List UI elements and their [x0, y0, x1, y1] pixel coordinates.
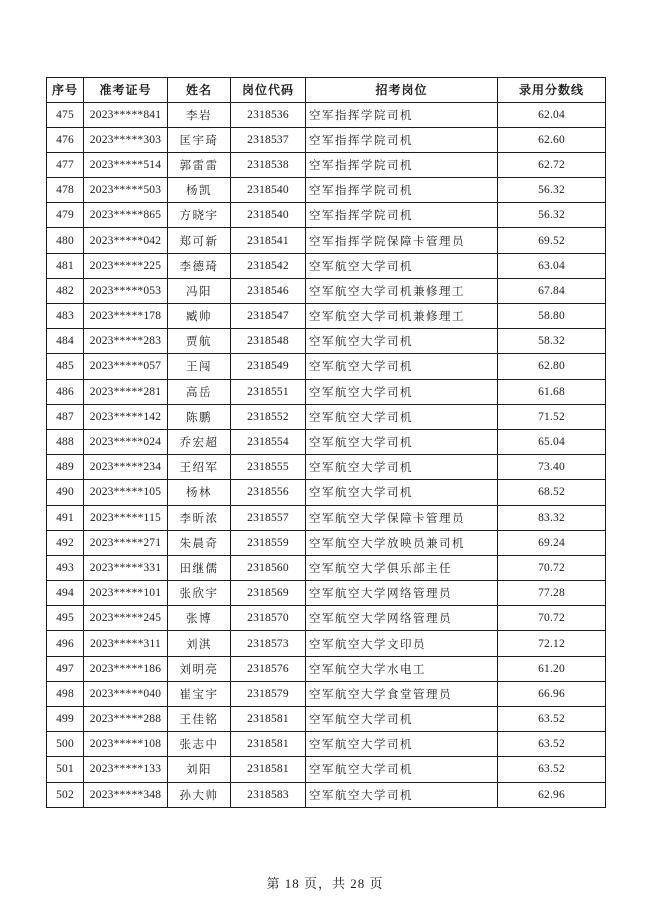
cell-code: 2318541	[231, 228, 306, 253]
table-row	[47, 203, 606, 228]
cell-code: 2318554	[231, 429, 306, 454]
cell-code: 2318540	[231, 178, 306, 203]
cell-seq: 485	[47, 354, 84, 379]
cell-seq: 488	[47, 429, 84, 454]
cell-seq: 498	[47, 681, 84, 706]
cell-name: 臧帅	[168, 304, 231, 329]
cell-seq: 497	[47, 656, 84, 681]
admission-score-table	[46, 77, 606, 808]
cell-seq: 483	[47, 304, 84, 329]
cell-seq: 484	[47, 329, 84, 354]
cell-score: 83.32	[498, 505, 606, 530]
table-row	[47, 329, 606, 354]
cell-code: 2318542	[231, 253, 306, 278]
cell-seq: 494	[47, 581, 84, 606]
cell-name: 乔宏超	[168, 429, 231, 454]
cell-position: 空军航空大学司机	[306, 379, 498, 404]
cell-seq: 489	[47, 455, 84, 480]
cell-exam-no: 2023*****115	[84, 505, 168, 530]
cell-name: 李德琦	[168, 253, 231, 278]
table-row	[47, 404, 606, 429]
cell-seq: 481	[47, 253, 84, 278]
cell-score: 70.72	[498, 555, 606, 580]
cell-exam-no: 2023*****101	[84, 581, 168, 606]
cell-code: 2318579	[231, 681, 306, 706]
cell-score: 61.68	[498, 379, 606, 404]
cell-code: 2318581	[231, 732, 306, 757]
cell-position: 空军航空大学食堂管理员	[306, 681, 498, 706]
cell-name: 杨凯	[168, 178, 231, 203]
cell-exam-no: 2023*****142	[84, 404, 168, 429]
table-row	[47, 102, 606, 127]
cell-exam-no: 2023*****288	[84, 707, 168, 732]
cell-seq: 478	[47, 178, 84, 203]
cell-exam-no: 2023*****053	[84, 278, 168, 303]
cell-position: 空军航空大学司机	[306, 329, 498, 354]
cell-name: 王绍军	[168, 455, 231, 480]
table-row	[47, 656, 606, 681]
cell-seq: 502	[47, 782, 84, 807]
cell-position: 空军航空大学司机	[306, 782, 498, 807]
cell-exam-no: 2023*****024	[84, 429, 168, 454]
cell-score: 68.52	[498, 480, 606, 505]
cell-name: 刘阳	[168, 757, 231, 782]
cell-position: 空军航空大学司机	[306, 455, 498, 480]
page-number-footer: 第 18 页，共 28 页	[266, 876, 384, 891]
cell-code: 2318581	[231, 707, 306, 732]
table-row	[47, 178, 606, 203]
cell-position: 空军航空大学司机	[306, 707, 498, 732]
cell-name: 张博	[168, 606, 231, 631]
cell-score: 56.32	[498, 203, 606, 228]
cell-score: 63.04	[498, 253, 606, 278]
table-row	[47, 429, 606, 454]
cell-exam-no: 2023*****108	[84, 732, 168, 757]
cell-position: 空军指挥学院司机	[306, 127, 498, 152]
cell-name: 郭雷雷	[168, 152, 231, 177]
table-row	[47, 253, 606, 278]
cell-name: 陈鹏	[168, 404, 231, 429]
cell-position: 空军指挥学院保障卡管理员	[306, 228, 498, 253]
header-name: 姓名	[168, 78, 231, 103]
cell-exam-no: 2023*****311	[84, 631, 168, 656]
cell-name: 贾航	[168, 329, 231, 354]
table-body	[47, 102, 606, 807]
cell-exam-no: 2023*****042	[84, 228, 168, 253]
table-row	[47, 530, 606, 555]
header-seq: 序号	[47, 78, 84, 103]
table-row	[47, 732, 606, 757]
cell-code: 2318569	[231, 581, 306, 606]
table-row	[47, 581, 606, 606]
cell-seq: 490	[47, 480, 84, 505]
cell-exam-no: 2023*****133	[84, 757, 168, 782]
cell-seq: 486	[47, 379, 84, 404]
cell-seq: 479	[47, 203, 84, 228]
cell-seq: 493	[47, 555, 84, 580]
cell-name: 高岳	[168, 379, 231, 404]
table-header	[47, 78, 606, 103]
cell-name: 李岩	[168, 102, 231, 127]
table-row	[47, 555, 606, 580]
cell-score: 69.52	[498, 228, 606, 253]
cell-position: 空军航空大学司机	[306, 480, 498, 505]
cell-code: 2318547	[231, 304, 306, 329]
cell-name: 郑可新	[168, 228, 231, 253]
cell-code: 2318570	[231, 606, 306, 631]
cell-seq: 496	[47, 631, 84, 656]
cell-exam-no: 2023*****348	[84, 782, 168, 807]
cell-exam-no: 2023*****281	[84, 379, 168, 404]
cell-code: 2318556	[231, 480, 306, 505]
cell-code: 2318581	[231, 757, 306, 782]
cell-score: 62.96	[498, 782, 606, 807]
cell-score: 62.72	[498, 152, 606, 177]
cell-exam-no: 2023*****245	[84, 606, 168, 631]
cell-seq: 482	[47, 278, 84, 303]
cell-exam-no: 2023*****503	[84, 178, 168, 203]
table-row	[47, 278, 606, 303]
cell-seq: 499	[47, 707, 84, 732]
table-row	[47, 480, 606, 505]
cell-exam-no: 2023*****057	[84, 354, 168, 379]
cell-position: 空军航空大学司机兼修理工	[306, 304, 498, 329]
cell-name: 刘明亮	[168, 656, 231, 681]
cell-exam-no: 2023*****234	[84, 455, 168, 480]
table-row	[47, 455, 606, 480]
cell-code: 2318555	[231, 455, 306, 480]
cell-position: 空军航空大学司机	[306, 354, 498, 379]
cell-exam-no: 2023*****040	[84, 681, 168, 706]
cell-position: 空军航空大学司机	[306, 757, 498, 782]
cell-code: 2318546	[231, 278, 306, 303]
cell-seq: 480	[47, 228, 84, 253]
cell-position: 空军航空大学司机	[306, 429, 498, 454]
cell-position: 空军航空大学网络管理员	[306, 606, 498, 631]
cell-score: 73.40	[498, 455, 606, 480]
cell-exam-no: 2023*****331	[84, 555, 168, 580]
cell-name: 冯阳	[168, 278, 231, 303]
cell-seq: 491	[47, 505, 84, 530]
header-code: 岗位代码	[231, 78, 306, 103]
cell-position: 空军航空大学网络管理员	[306, 581, 498, 606]
cell-score: 67.84	[498, 278, 606, 303]
table-row	[47, 606, 606, 631]
cell-score: 65.04	[498, 429, 606, 454]
header-score: 录用分数线	[498, 78, 606, 103]
cell-code: 2318573	[231, 631, 306, 656]
cell-score: 58.32	[498, 329, 606, 354]
cell-name: 田继儒	[168, 555, 231, 580]
header-exam-no: 准考证号	[84, 78, 168, 103]
table-row	[47, 304, 606, 329]
cell-position: 空军航空大学俱乐部主任	[306, 555, 498, 580]
table-row	[47, 631, 606, 656]
table-row	[47, 505, 606, 530]
cell-name: 朱晨奇	[168, 530, 231, 555]
cell-name: 刘淇	[168, 631, 231, 656]
cell-position: 空军指挥学院司机	[306, 178, 498, 203]
cell-position: 空军航空大学水电工	[306, 656, 498, 681]
cell-seq: 475	[47, 102, 84, 127]
cell-code: 2318559	[231, 530, 306, 555]
cell-exam-no: 2023*****303	[84, 127, 168, 152]
cell-score: 63.52	[498, 732, 606, 757]
cell-position: 空军航空大学文印员	[306, 631, 498, 656]
cell-code: 2318537	[231, 127, 306, 152]
cell-seq: 476	[47, 127, 84, 152]
cell-score: 69.24	[498, 530, 606, 555]
cell-exam-no: 2023*****105	[84, 480, 168, 505]
cell-name: 王闯	[168, 354, 231, 379]
cell-score: 58.80	[498, 304, 606, 329]
cell-code: 2318560	[231, 555, 306, 580]
cell-name: 王佳铭	[168, 707, 231, 732]
cell-exam-no: 2023*****271	[84, 530, 168, 555]
cell-code: 2318576	[231, 656, 306, 681]
cell-score: 56.32	[498, 178, 606, 203]
header-row	[47, 78, 606, 103]
cell-seq: 501	[47, 757, 84, 782]
cell-name: 张欣宇	[168, 581, 231, 606]
cell-code: 2318583	[231, 782, 306, 807]
table-row	[47, 228, 606, 253]
cell-seq: 487	[47, 404, 84, 429]
cell-position: 空军指挥学院司机	[306, 102, 498, 127]
cell-score: 61.20	[498, 656, 606, 681]
cell-position: 空军航空大学司机	[306, 253, 498, 278]
table-row	[47, 782, 606, 807]
cell-code: 2318552	[231, 404, 306, 429]
table-row	[47, 757, 606, 782]
cell-exam-no: 2023*****841	[84, 102, 168, 127]
cell-seq: 477	[47, 152, 84, 177]
cell-position: 空军指挥学院司机	[306, 152, 498, 177]
cell-code: 2318551	[231, 379, 306, 404]
cell-position: 空军航空大学保障卡管理员	[306, 505, 498, 530]
table-row	[47, 681, 606, 706]
cell-exam-no: 2023*****178	[84, 304, 168, 329]
table-row	[47, 127, 606, 152]
cell-name: 杨林	[168, 480, 231, 505]
cell-position: 空军航空大学放映员兼司机	[306, 530, 498, 555]
cell-seq: 495	[47, 606, 84, 631]
cell-name: 方晓宇	[168, 203, 231, 228]
cell-name: 李昕浓	[168, 505, 231, 530]
cell-score: 62.04	[498, 102, 606, 127]
table-row	[47, 707, 606, 732]
cell-score: 63.52	[498, 757, 606, 782]
cell-name: 崔宝宇	[168, 681, 231, 706]
header-position: 招考岗位	[306, 78, 498, 103]
cell-position: 空军航空大学司机	[306, 732, 498, 757]
cell-score: 62.60	[498, 127, 606, 152]
cell-code: 2318548	[231, 329, 306, 354]
cell-position: 空军航空大学司机	[306, 404, 498, 429]
cell-code: 2318557	[231, 505, 306, 530]
cell-code: 2318540	[231, 203, 306, 228]
cell-score: 62.80	[498, 354, 606, 379]
cell-seq: 492	[47, 530, 84, 555]
cell-score: 63.52	[498, 707, 606, 732]
cell-exam-no: 2023*****283	[84, 329, 168, 354]
cell-code: 2318549	[231, 354, 306, 379]
cell-score: 66.96	[498, 681, 606, 706]
cell-code: 2318536	[231, 102, 306, 127]
cell-exam-no: 2023*****865	[84, 203, 168, 228]
cell-position: 空军航空大学司机兼修理工	[306, 278, 498, 303]
cell-score: 70.72	[498, 606, 606, 631]
cell-exam-no: 2023*****225	[84, 253, 168, 278]
cell-code: 2318538	[231, 152, 306, 177]
cell-exam-no: 2023*****186	[84, 656, 168, 681]
cell-exam-no: 2023*****514	[84, 152, 168, 177]
table-row	[47, 152, 606, 177]
cell-score: 72.12	[498, 631, 606, 656]
table-row	[47, 379, 606, 404]
cell-score: 77.28	[498, 581, 606, 606]
table-row	[47, 354, 606, 379]
cell-name: 孙大帅	[168, 782, 231, 807]
cell-position: 空军指挥学院司机	[306, 203, 498, 228]
cell-name: 匡宇琦	[168, 127, 231, 152]
cell-name: 张志中	[168, 732, 231, 757]
cell-score: 71.52	[498, 404, 606, 429]
cell-seq: 500	[47, 732, 84, 757]
